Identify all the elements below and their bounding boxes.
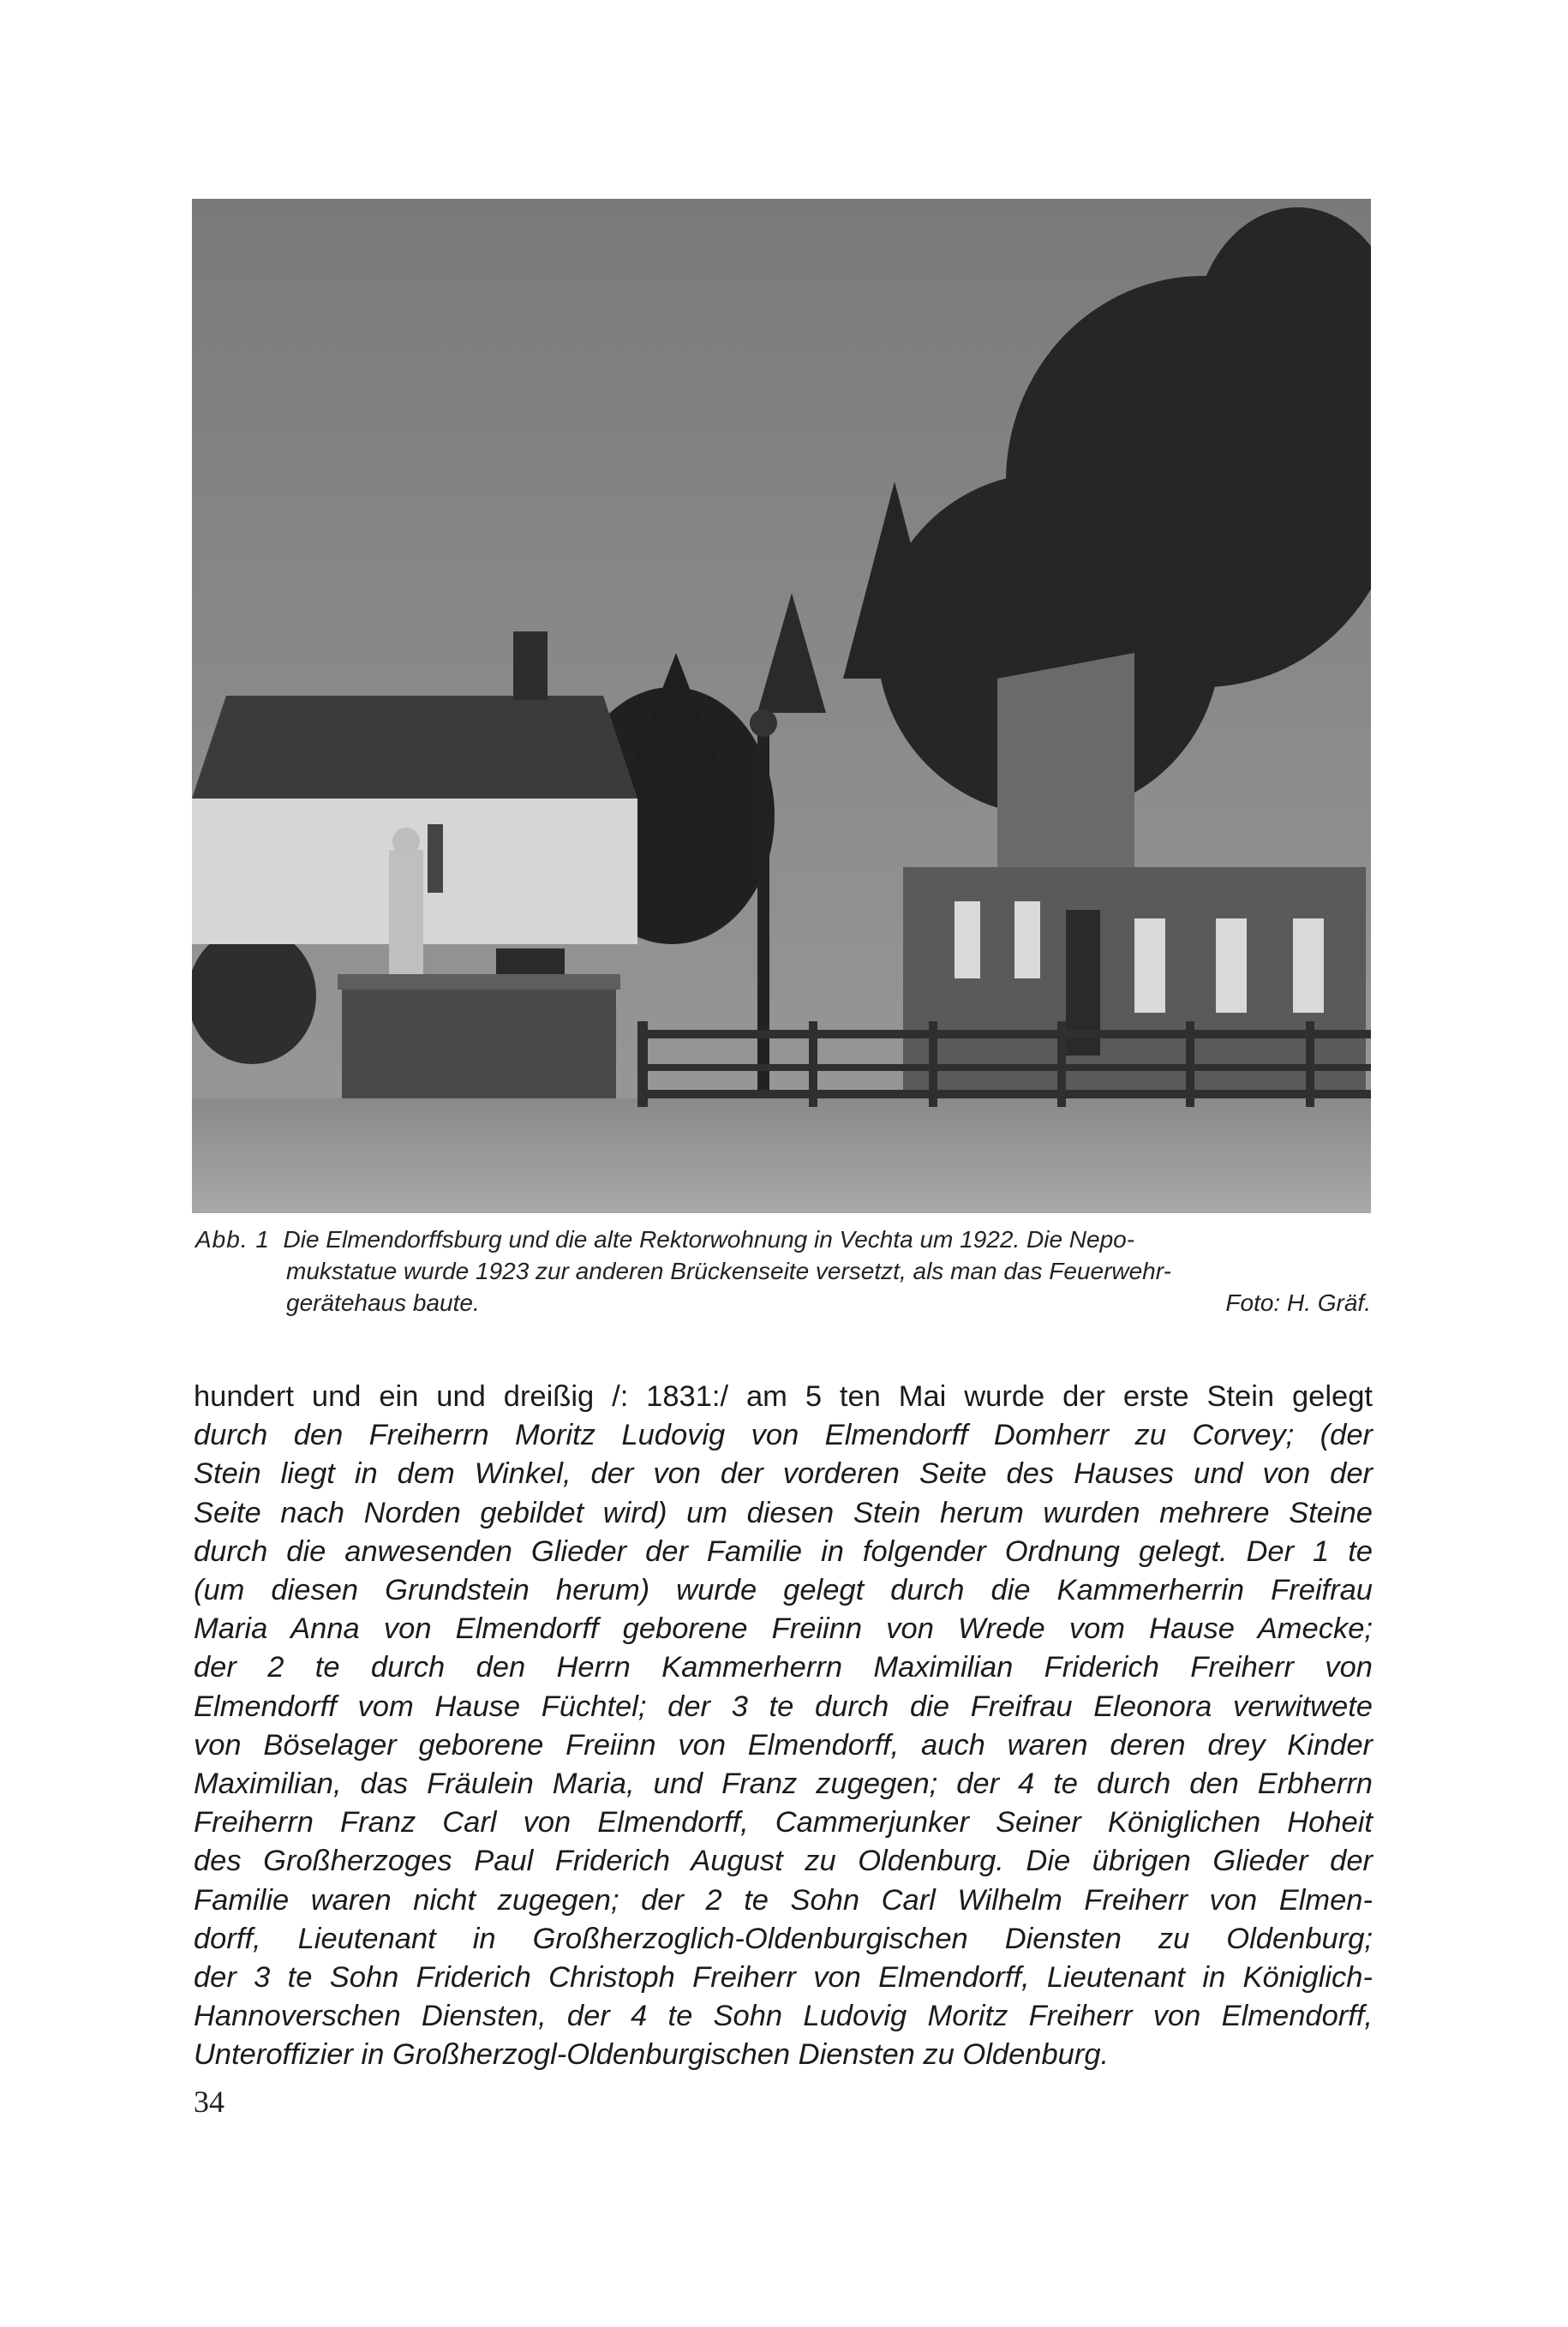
body-line: Maximilian, das Fräulein Maria, und Franz zugegen; der 4 te durch den Erbherrn [194,1768,1373,1801]
body-line: Maria Anna von Elmendorff geborene Freiinn von Wrede vom Hause Amecke; [194,1612,1373,1646]
body-line: Elmendorff vom Hause Füchtel; der 3 te durch die Freifrau Eleonora verwitwete [194,1690,1373,1723]
body-line: (um diesen Grundstein herum) wurde gelegt durch die Kammerherrin Freifrau [194,1574,1373,1607]
body-line: Familie waren nicht zugegen; der 2 te Sohn Carl Wilhelm Freiherr von Elmen- [194,1883,1373,1917]
body-line: Hannoverschen Diensten, der 4 te Sohn Ludovig Moritz Freiherr von Elmendorff, [194,2000,1373,2033]
body-line: durch den Freiherrn Moritz Ludovig von Elmendorff Domherr zu Corvey; (der [194,1419,1373,1452]
body-line: der 3 te Sohn Friderich Christoph Freiherr von Elmendorff, Lieutenant in Königlich- [194,1961,1373,1995]
ground [192,1098,1371,1213]
caption-line-1 [195,1223,1371,1255]
body-line: durch die anwesenden Glieder der Familie in folgender Ordnung gelegt. Der 1 te [194,1534,1373,1568]
body-line: Freiherrn Franz Carl von Elmendorff, Cammerjunker Seiner Königlichen Hoheit [194,1806,1373,1839]
page-number: 34 [194,2085,224,2119]
body-line: der 2 te durch den Herrn Kammerherrn Maximilian Friderich Freiherr von [194,1651,1373,1684]
body-line: Stein liegt in dem Winkel, der von der vorderen Seite des Hauses und von der [194,1457,1373,1491]
body-text [194,1378,1373,2075]
caption-label: Abb. 1 [195,1226,270,1253]
photo-credit: Foto: H. Gräf. [1225,1289,1371,1316]
body-line: hundert und ein und dreißig /: 1831:/ am 5 ten Mai wurde der erste Stein gelegt [194,1380,1373,1413]
body-line: Seite nach Norden gebildet wird) um diesen Stein herum wurden mehrere Steine [194,1496,1373,1529]
fence [637,1021,1371,1107]
caption-text-1: Die Elmendorffsburg und die alte Rektorwohnung in Vechta um 1922. Die Nepo- [283,1226,1135,1253]
caption-line-2: mukstatue wurde 1923 zur anderen Brückenseite versetzt, als man das Feuerwehr- [286,1258,1171,1284]
body-line: Unteroffizier in Großherzogl-Oldenburgischen Diensten zu Oldenburg. [194,2038,1110,2072]
figure-caption [195,1223,1371,1319]
body-line: des Großherzoges Paul Friderich August zu Oldenburg. Die übrigen Glieder der [194,1845,1373,1878]
body-line: dorff, Lieutenant in Großherzoglich-Oldenburgischen Diensten zu Oldenburg; [194,1922,1373,1955]
historic-photo-elmendorffsburg [192,199,1371,1213]
caption-line-3 [195,1287,1371,1319]
body-line: von Böselager geborene Freiinn von Elmendorff, auch waren deren drey Kinder [194,1728,1373,1762]
caption-text-3: gerätehaus baute. [286,1289,480,1316]
photo-illustration [192,199,1371,1213]
